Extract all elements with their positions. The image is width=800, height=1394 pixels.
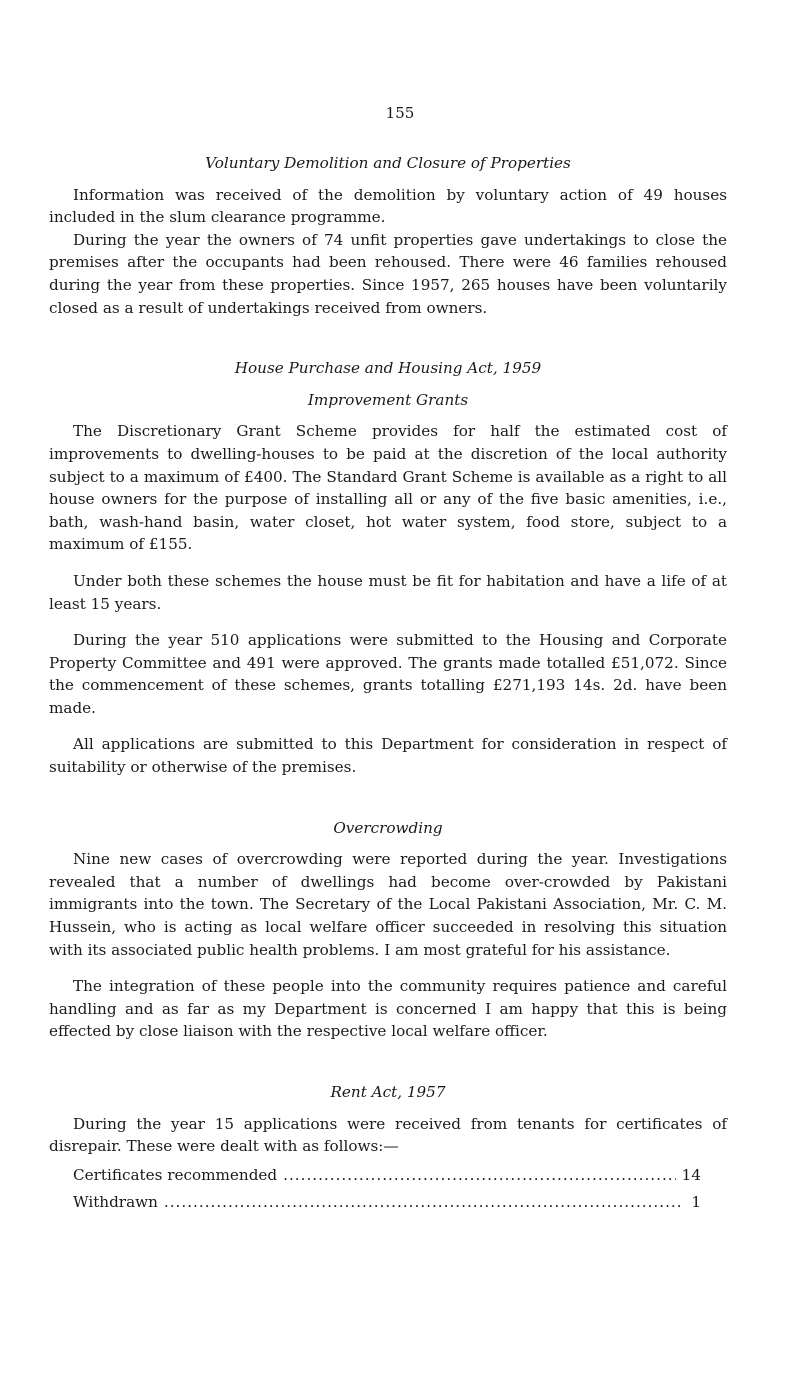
paragraph: The Discretionary Grant Scheme provides for half the estimated cost of improvements to dwelling-houses to be paid at the discretion of the local authority subject to a maximum of £400. The Standard Grant Scheme is available as a right to all house owners for the purpose of installing all or any of the five basic amenities, i.e., bath, wash-hand basin, water closet, hot water system, food store, subject to a maximum of £155. (49, 422, 727, 554)
paragraph: Information was received of the demolition by voluntary action of 49 houses included in the slum clearance programme. (49, 185, 727, 227)
paragraph: Nine new cases of overcrowding were reported during the year. Investigations revealed that a number of dwellings had become over-crowded by Pakistani immigrants into the town. The Secretary of the Local Pakistani Association, Mr. C. M. Hussein, who is acting as local welfare officer succeeded in resolving this situation with its associated public health problems. I am most grateful for his assistance. (49, 850, 727, 959)
section-heading: Overcrowding (333, 818, 443, 837)
section-voluntary-demolition (49, 152, 727, 319)
page-number: 155 (385, 104, 415, 122)
paragraph: During the year 510 applications were submitted to the Housing and Corporate Property Committee and 491 were approved. The grants made totalled £51,072. Since the commencement of these schemes, grants totalling £271,193 14s. 2d. have been made. (49, 631, 727, 717)
paragraph: During the year 15 applications were received from tenants for certificates of disrepair. These were dealt with as follows:— (49, 1114, 727, 1156)
paragraph: All applications are submitted to this Department for consideration in respect of suitability or otherwise of the premises. (49, 735, 727, 777)
paragraph: The integration of these people into the community requires patience and careful handling and as far as my Department is concerned I am happy that this is being effected by close liaison with the respective local welfare officer. (49, 977, 727, 1041)
dot-leader (164, 1191, 681, 1214)
disrepair-certificates-list (73, 1164, 701, 1218)
list-item (73, 1191, 701, 1218)
section-subheading: Improvement Grants (307, 390, 469, 409)
paragraph: Under both these schemes the house must be fit for habitation and have a life of at least 15 years. (49, 571, 727, 613)
list-item-value: 14 (681, 1165, 701, 1184)
section-overcrowding (49, 817, 727, 1043)
section-heading: Rent Act, 1957 (330, 1083, 446, 1101)
list-item-label: Certificates recommended (73, 1165, 278, 1184)
paragraph: During the year the owners of 74 unfit properties gave undertakings to close the premises after the occupants had been rehoused. There were 46 families rehoused during the year from these properties. Since 1957, 265 houses have been voluntarily closed as a result of undertakings received from owners. (49, 230, 727, 317)
page-content (49, 152, 727, 1218)
section-heading: House Purchase and Housing Act, 1959 (234, 359, 542, 378)
dot-leader (283, 1164, 676, 1187)
section-heading: Voluntary Demolition and Closure of Properties (205, 154, 571, 172)
section-house-purchase (49, 357, 727, 779)
list-item-label: Withdrawn (73, 1192, 158, 1211)
list-item (73, 1164, 701, 1191)
list-item-value: 1 (691, 1192, 701, 1211)
section-rent-act (49, 1081, 727, 1218)
